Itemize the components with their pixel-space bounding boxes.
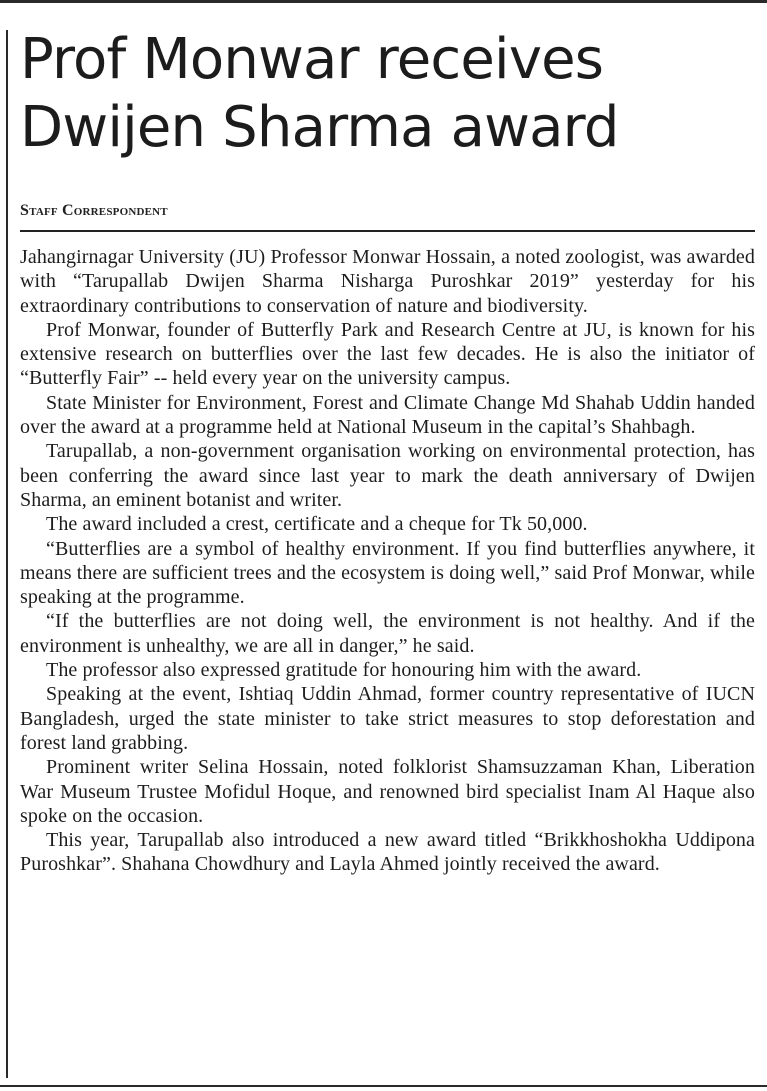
paragraph: “If the butterflies are not doing well, the environment is not healthy. And if the environment is unhealthy, we are all in danger,” he said.: [20, 610, 755, 657]
byline-rule: [20, 230, 755, 232]
paragraph: “Butterflies are a symbol of healthy environment. If you find butterflies anywhere, it means there are sufficient trees and the ecosystem is doing well,” said Prof Monwar, while speaking at the programme.: [20, 537, 755, 609]
byline: Staff Correspondent: [20, 202, 168, 219]
paragraph: Speaking at the event, Ishtiaq Uddin Ahmad, former country representative of IUCN Bangladesh, urged the state minister to take strict measures to stop deforestation and forest land grabbing.: [20, 683, 755, 754]
paragraph: The award included a crest, certificate and a cheque for Tk 50,000.: [46, 513, 588, 536]
top-rule: [0, 0, 767, 3]
paragraph: Prof Monwar, founder of Butterfly Park and Research Centre at JU, is known for his extensive research on butterflies over the last few decades. He is also the initiator of “Butterfly Fair” -- held every year on the university campus.: [20, 318, 755, 390]
paragraph: This year, Tarupallab also introduced a new award titled “Brikkhoshokha Uddipona Puroshkar”. Shahana Chowdhury and Layla Ahmed jointly received the award.: [20, 829, 755, 876]
article-body: [20, 245, 755, 877]
paragraph: Prominent writer Selina Hossain, noted folklorist Shamsuzzaman Khan, Liberation War Museum Trustee Mofidul Hoque, and renowned bird specialist Inam Al Haque also spoke on the occasion.: [20, 756, 755, 827]
paragraph: The professor also expressed gratitude for honouring him with the award.: [46, 659, 642, 682]
paragraph: State Minister for Environment, Forest and Climate Change Md Shahab Uddin handed over the award at a programme held at National Museum in the capital’s Shahbagh.: [20, 391, 755, 439]
paragraph: Tarupallab, a non-government organisation working on environmental protection, has been conferring the award since last year to mark the death anniversary of Dwijen Sharma, an eminent botanist and writer.: [20, 440, 755, 511]
paragraph: Jahangirnagar University (JU) Professor Monwar Hossain, a noted zoologist, was awarded with “Tarupallab Dwijen Sharma Nisharga Puroshkar 2019” yesterday for his extraordinary contributions to conservation of nature and biodiversity.: [20, 246, 755, 317]
bottom-rule: [0, 1085, 767, 1087]
headline: Prof Monwar receives Dwijen Sharma award: [20, 27, 619, 160]
left-column-rule: [6, 30, 8, 1078]
